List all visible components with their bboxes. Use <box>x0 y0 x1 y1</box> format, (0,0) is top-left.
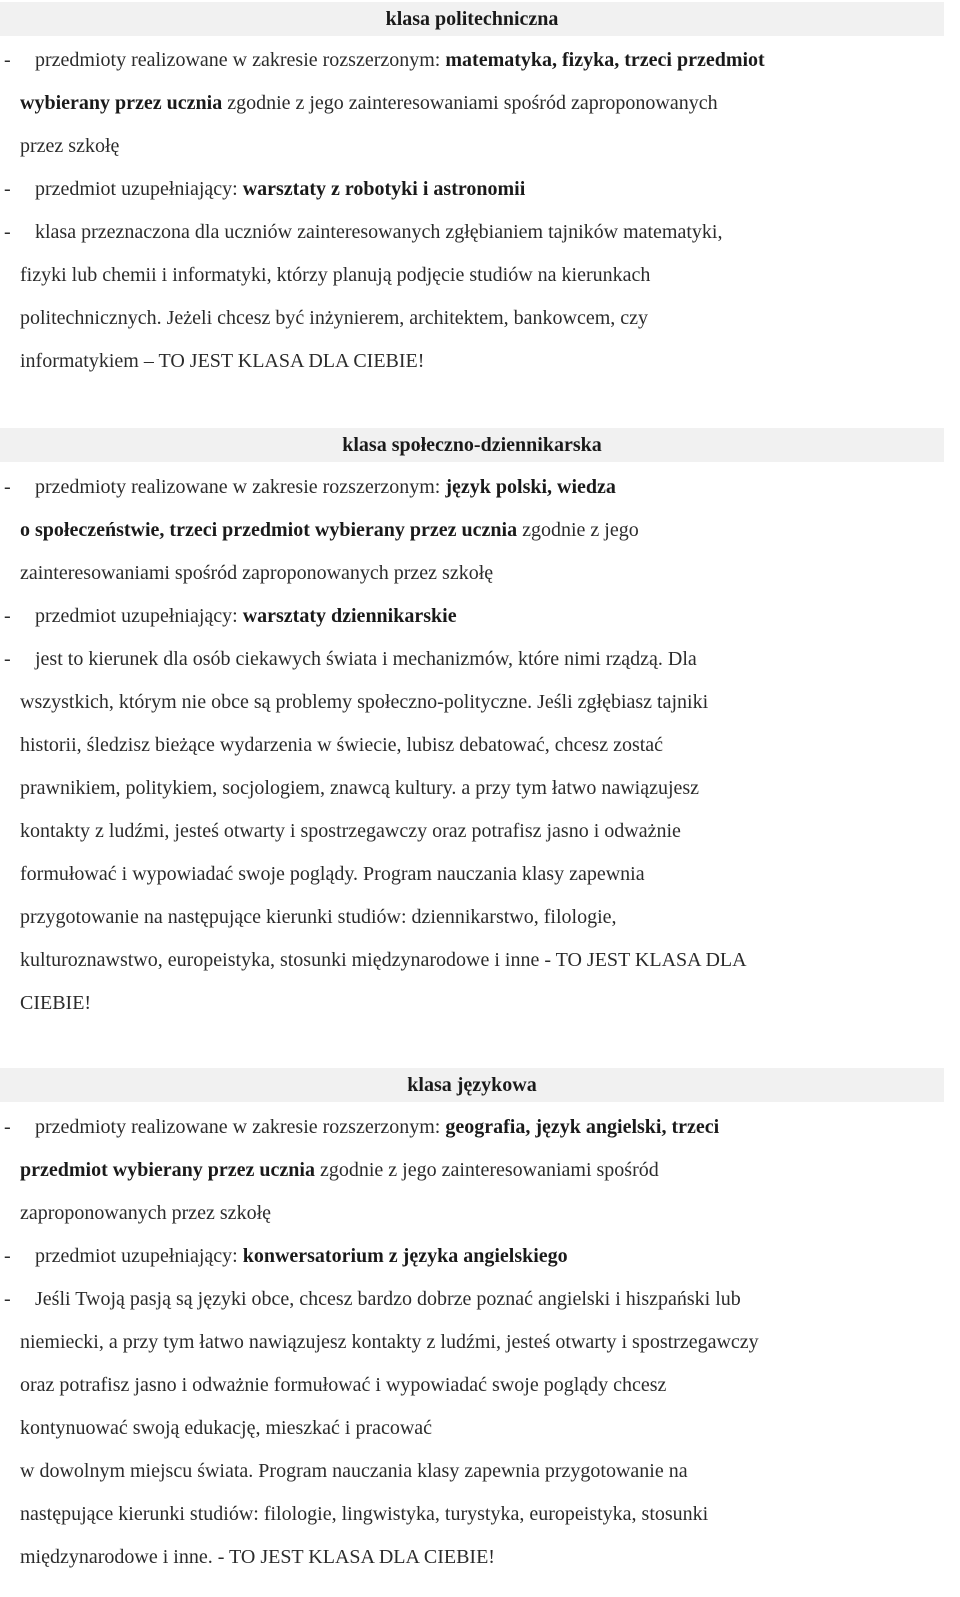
text-run: wszystkich, którym nie obce są problemy społeczno-polityczne. Jeśli zgłębiasz tajniki <box>20 691 709 713</box>
text-run: formułować i wypowiadać swoje poglądy. Program nauczania klasy zapewnia <box>20 863 645 885</box>
text-line <box>0 168 944 211</box>
text-line <box>0 810 944 853</box>
text-run: informatykiem – TO JEST KLASA DLA CIEBIE! <box>20 350 425 372</box>
text-run-bold: warsztaty dziennikarskie <box>242 605 457 627</box>
text-line <box>0 1364 944 1407</box>
text-line <box>0 982 944 1025</box>
text-line <box>0 595 944 638</box>
text-line <box>0 340 944 383</box>
text-run: przedmiot uzupełniający: <box>35 178 243 200</box>
text-line <box>0 767 944 810</box>
text-run: przedmiot uzupełniający: <box>35 1245 243 1267</box>
list-dash: - <box>4 476 11 498</box>
list-dash: - <box>4 1116 11 1138</box>
text-line <box>0 1321 944 1364</box>
text-line <box>0 509 944 552</box>
list-dash: - <box>4 178 11 200</box>
text-line <box>0 297 944 340</box>
text-line <box>0 1149 944 1192</box>
text-run: przedmioty realizowane w zakresie rozszerzonym: <box>35 1116 446 1138</box>
text-line <box>0 1536 944 1579</box>
text-line <box>0 638 944 681</box>
text-run-bold: konwersatorium z języka angielskiego <box>242 1245 568 1267</box>
section-heading-politechniczna: klasa politechniczna <box>0 2 944 36</box>
text-run: następujące kierunki studiów: filologie, lingwistyka, turystyka, europeistyka, stosunki <box>20 1503 709 1525</box>
list-dash: - <box>4 1288 11 1310</box>
text-line <box>0 466 944 509</box>
text-run: historii, śledzisz bieżące wydarzenia w świecie, lubisz debatować, chcesz zostać <box>20 734 664 756</box>
text-line <box>0 39 944 82</box>
text-run: niemiecki, a przy tym łatwo nawiązujesz kontakty z ludźmi, jesteś otwarty i spostrzegawczy <box>20 1331 759 1353</box>
list-dash: - <box>4 605 11 627</box>
text-run-bold: o społeczeństwie, trzeci przedmiot wybierany przez ucznia <box>20 519 518 541</box>
section-heading-jezykowa: klasa językowa <box>0 1068 944 1102</box>
text-run: zgodnie z jego <box>517 519 639 541</box>
text-line <box>0 1450 944 1493</box>
text-run-bold: przedmiot wybierany przez ucznia <box>20 1159 315 1181</box>
text-line <box>0 939 944 982</box>
text-line <box>0 1493 944 1536</box>
text-run: zgodnie z jego zainteresowaniami spośród zaproponowanych <box>222 92 718 114</box>
text-line <box>0 552 944 595</box>
text-run: jest to kierunek dla osób ciekawych świata i mechanizmów, które nimi rządzą. Dla <box>35 648 697 670</box>
text-run: przedmioty realizowane w zakresie rozszerzonym: <box>35 476 446 498</box>
list-dash: - <box>4 49 11 71</box>
section-heading-spoleczno-dziennikarska: klasa społeczno-dziennikarska <box>0 428 944 462</box>
text-run-bold: matematyka, fizyka, trzeci przedmiot <box>445 49 765 71</box>
text-run: przedmioty realizowane w zakresie rozszerzonym: <box>35 49 446 71</box>
list-dash: - <box>4 221 11 243</box>
text-line <box>0 1192 944 1235</box>
text-run-bold: wybierany przez ucznia <box>20 92 223 114</box>
text-line <box>0 681 944 724</box>
section-body-politechniczna <box>0 39 944 383</box>
text-run: oraz potrafisz jasno i odważnie formułować i wypowiadać swoje poglądy chcesz <box>20 1374 667 1396</box>
text-line <box>0 853 944 896</box>
list-dash: - <box>4 648 11 670</box>
text-run: przez szkołę <box>20 135 120 157</box>
text-line <box>0 724 944 767</box>
text-run: międzynarodowe i inne. - TO JEST KLASA DLA CIEBIE! <box>20 1546 495 1568</box>
text-line <box>0 254 944 297</box>
text-run: przedmiot uzupełniający: <box>35 605 243 627</box>
text-run: klasa przeznaczona dla uczniów zainteresowanych zgłębianiem tajników matematyki, <box>35 221 723 243</box>
text-run-bold: język polski, wiedza <box>445 476 616 498</box>
text-run: zgodnie z jego zainteresowaniami spośród <box>314 1159 659 1181</box>
text-run: kontakty z ludźmi, jesteś otwarty i spostrzegawczy oraz potrafisz jasno i odważnie <box>20 820 681 842</box>
text-run: zaproponowanych przez szkołę <box>20 1202 271 1224</box>
section-body-jezykowa <box>0 1106 944 1579</box>
text-run: w dowolnym miejscu świata. Program nauczania klasy zapewnia przygotowanie na <box>20 1460 688 1482</box>
section-body-spoleczno-dziennikarska <box>0 466 944 1025</box>
text-run: CIEBIE! <box>20 992 92 1014</box>
text-line <box>0 896 944 939</box>
text-line <box>0 82 944 125</box>
list-dash: - <box>4 1245 11 1267</box>
text-line <box>0 1278 944 1321</box>
text-run: kulturoznawstwo, europeistyka, stosunki międzynarodowe i inne - TO JEST KLASA DLA <box>20 949 747 971</box>
text-line <box>0 1407 944 1450</box>
text-run: Jeśli Twoją pasją są języki obce, chcesz bardzo dobrze poznać angielski i hiszpański lub <box>35 1288 741 1310</box>
text-line <box>0 1235 944 1278</box>
text-run: fizyki lub chemii i informatyki, którzy planują podjęcie studiów na kierunkach <box>20 264 651 286</box>
text-run-bold: geografia, język angielski, trzeci <box>445 1116 720 1138</box>
text-run: prawnikiem, politykiem, socjologiem, znawcą kultury. a przy tym łatwo nawiązujesz <box>20 777 700 799</box>
text-run: politechnicznych. Jeżeli chcesz być inżynierem, architektem, bankowcem, czy <box>20 307 649 329</box>
text-line <box>0 125 944 168</box>
text-run-bold: warsztaty z robotyki i astronomii <box>242 178 526 200</box>
text-run: przygotowanie na następujące kierunki studiów: dziennikarstwo, filologie, <box>20 906 617 928</box>
text-line <box>0 211 944 254</box>
text-run: zainteresowaniami spośród zaproponowanych przez szkołę <box>20 562 494 584</box>
text-line <box>0 1106 944 1149</box>
text-run: kontynuować swoją edukację, mieszkać i pracować <box>20 1417 433 1439</box>
